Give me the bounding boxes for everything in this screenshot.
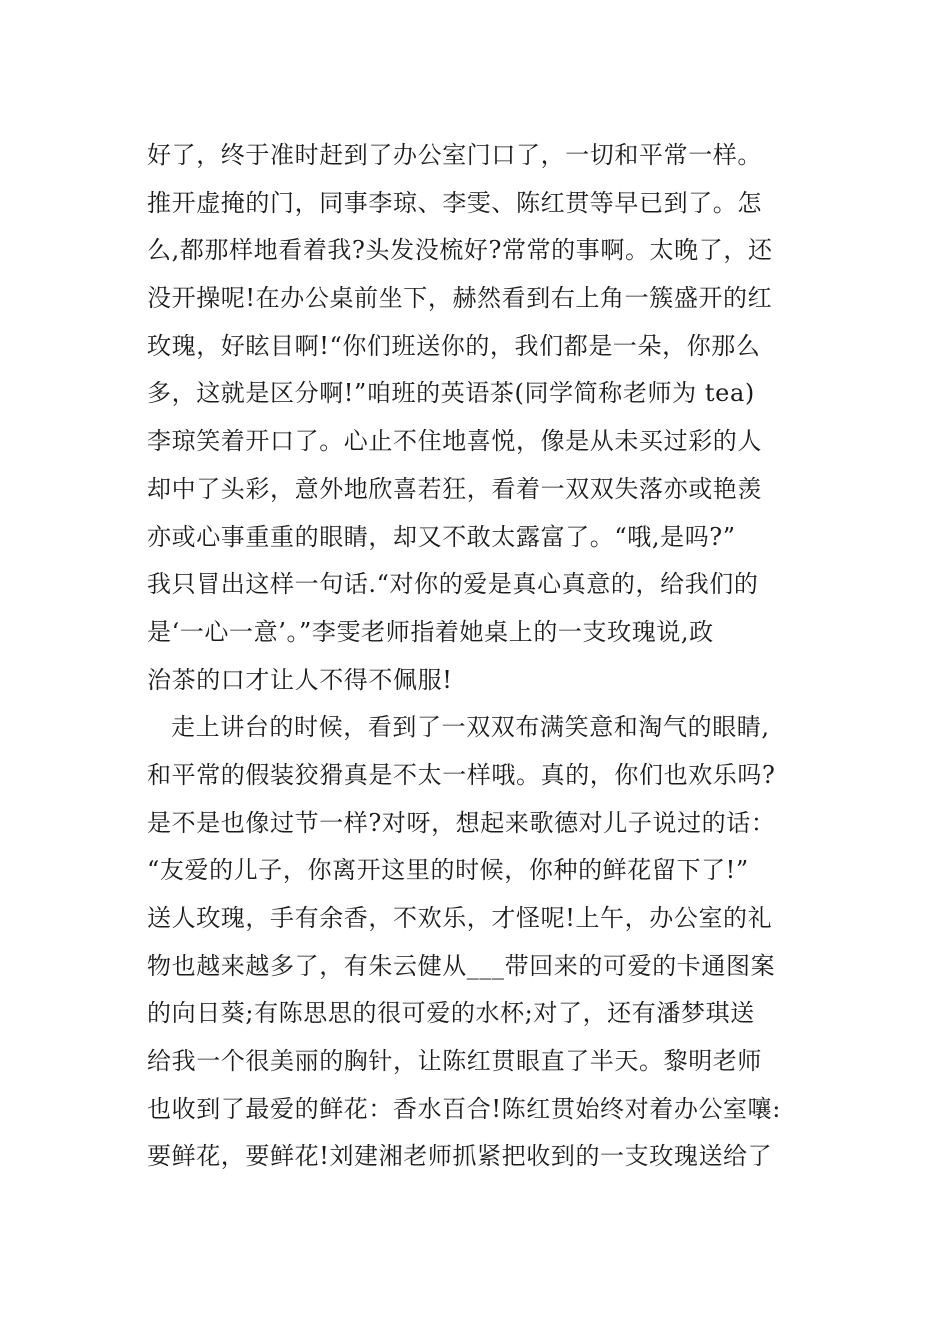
text-line: 要鲜花，要鲜花!刘建湘老师抓紧把收到的一支玫瑰送给了 (147, 1142, 773, 1171)
text-line: 的向日葵;有陈思思的很可爱的水杯;对了，还有潘梦琪送 (147, 999, 755, 1028)
text-line: 物也越来越多了，有朱云健从___带回来的可爱的卡通图案 (147, 951, 776, 980)
text-line: 李琼笑着开口了。心止不住地喜悦，像是从未买过彩的人 (147, 427, 762, 456)
text-line: 多，这就是区分啊!”咱班的英语茶(同学简称老师为 tea) (147, 379, 755, 408)
text-line: 推开虚掩的门，同事李琼、李雯、陈红贯等早已到了。怎 (147, 188, 762, 217)
paragraph-1 (147, 132, 817, 704)
text-line: 好了，终于准时赶到了办公室门口了，一切和平常一样。 (147, 141, 762, 169)
paragraph-2 (147, 704, 817, 1181)
text-line: 亦或心事重重的眼睛，却又不敢太露富了。“哦,是吗?” (147, 522, 736, 551)
document-body (147, 132, 817, 1181)
text-line: 是‘一心一意’。”李雯老师指着她桌上的一支玫瑰说,政 (147, 617, 714, 646)
text-line: 却中了头彩，意外地欣喜若狂，看着一双双失落亦或艳羡 (147, 474, 762, 503)
text-line: 走上讲台的时候，看到了一双双布满笑意和淘气的眼睛, (171, 713, 770, 742)
text-line: 治茶的口才让人不得不佩服! (147, 665, 453, 694)
text-line: 是不是也像过节一样?对呀，想起来歌德对儿子说过的话： (147, 808, 776, 837)
text-line: 送人玫瑰，手有余香，不欢乐，才怪呢!上午，办公室的礼 (147, 904, 773, 932)
text-line: 也收到了最爱的鲜花：香水百合!陈红贯始终对着办公室嚷: (147, 1094, 781, 1123)
text-line: 玫瑰，好眩目啊!“你们班送你的，我们都是一朵，你那么 (147, 331, 761, 360)
text-line: 没开操呢!在办公桌前坐下，赫然看到右上角一簇盛开的红 (147, 284, 773, 313)
text-line: “友爱的儿子，你离开这里的时候，你种的鲜花留下了!” (147, 856, 749, 885)
text-line: 我只冒出这样一句话.“对你的爱是真心真意的，给我们的 (147, 570, 759, 599)
text-line: 给我一个很美丽的胸针，让陈红贯眼直了半天。黎明老师 (147, 1047, 762, 1076)
text-line: 么,都那样地看着我?头发没梳好?常常的事啊。太晚了，还 (147, 236, 773, 265)
text-line: 和平常的假装狡猾真是不太一样哦。真的，你们也欢乐吗? (147, 760, 776, 789)
